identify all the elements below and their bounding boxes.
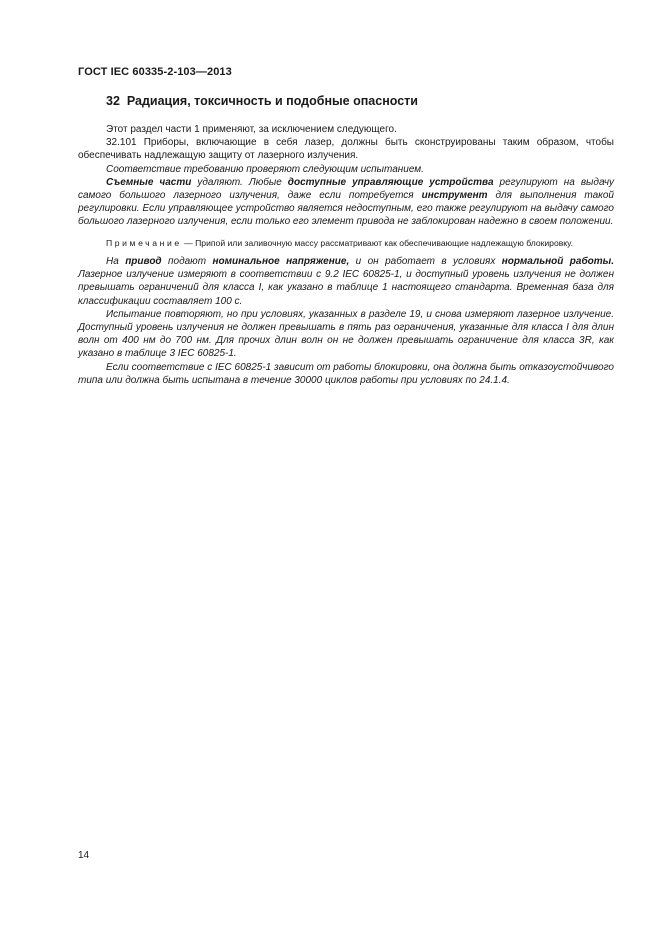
paragraph-intro: Этот раздел части 1 применяют, за исключением следующего. xyxy=(106,124,397,135)
page-number: 14 xyxy=(78,850,90,861)
paragraph-interlock: Если соответствие с IEC 60825-1 зависит от работы блокировки, она должна быть отказоустойчивого типа или должна быть испытана в течение 30000 циклов работы при условиях по 24.1.4. xyxy=(78,361,614,386)
term-removable-parts: Съемные части xyxy=(106,176,192,188)
term-normal-operation: нормальной работы. xyxy=(501,256,614,268)
body-text xyxy=(78,123,614,387)
paragraph-removable-parts xyxy=(78,176,614,229)
paragraph-compliance: Соответствие требованию проверяют следующим испытанием. xyxy=(106,163,424,175)
text-fragment: подают xyxy=(161,256,213,268)
note-label: Примечание xyxy=(106,237,182,248)
term-tool: инструмент xyxy=(421,190,488,202)
section-heading: Радиация, токсичность и подобные опасности xyxy=(126,94,418,108)
note xyxy=(78,237,614,249)
term-accessible-controls: доступные управляющие устройства xyxy=(287,176,494,188)
term-drive: привод xyxy=(125,256,162,268)
text-fragment: На xyxy=(106,256,126,268)
text-fragment: и он работает в условиях xyxy=(349,256,502,268)
paragraph-test-repeat: Испытание повторяют, но при условиях, указанных в разделе 19, и снова измеряют лазерное излучение. Доступный уровень излучения не должен превышать в пять раз ограничения, указанные для класса I для длин волн от 400 нм до 700 нм. Для прочих длин волн он не должен превышать ограничение для класса 3R, как указано в таблице 3 IEC 60825-1. xyxy=(78,308,614,360)
text-fragment: Лазерное излучение измеряют в соответствии с 9.2 IEC 60825-1, и доступный уровень излучения не должен превышать ограничений для класса I, как указано в таблице 1 настоящего стандарта. Временная база для классификации составляет 100 с. xyxy=(78,269,614,307)
paragraph-32-101: 32.101 Приборы, включающие в себя лазер, должны быть сконструированы таким образом, чтобы обеспечивать надлежащую защиту от лазерного излучения. xyxy=(78,137,614,162)
text-fragment: регулируют на выдачу самого большого лазерного излучения, даже если потребуется xyxy=(78,176,615,202)
section-number: 32 xyxy=(106,94,120,108)
term-rated-voltage: номинальное напряжение, xyxy=(212,256,350,268)
paragraph-drive-voltage xyxy=(78,255,614,308)
note-text: Припой или заливочную массу рассматривают как обеспечивающие надлежащую блокировку. xyxy=(195,237,573,248)
note-dash: — xyxy=(181,237,196,248)
section-title xyxy=(106,94,418,108)
text-fragment: для выполнения такой регулировки. Если управляющее устройство является недоступным, его также регулируют на выдачу самого большого лазерного излучения, если только его элемент привода не заблокирован надежно в своем положении. xyxy=(78,190,614,228)
document-header: ГОСТ IEC 60335-2-103—2013 xyxy=(78,66,232,78)
text-fragment: удаляют. Любые xyxy=(191,176,288,188)
